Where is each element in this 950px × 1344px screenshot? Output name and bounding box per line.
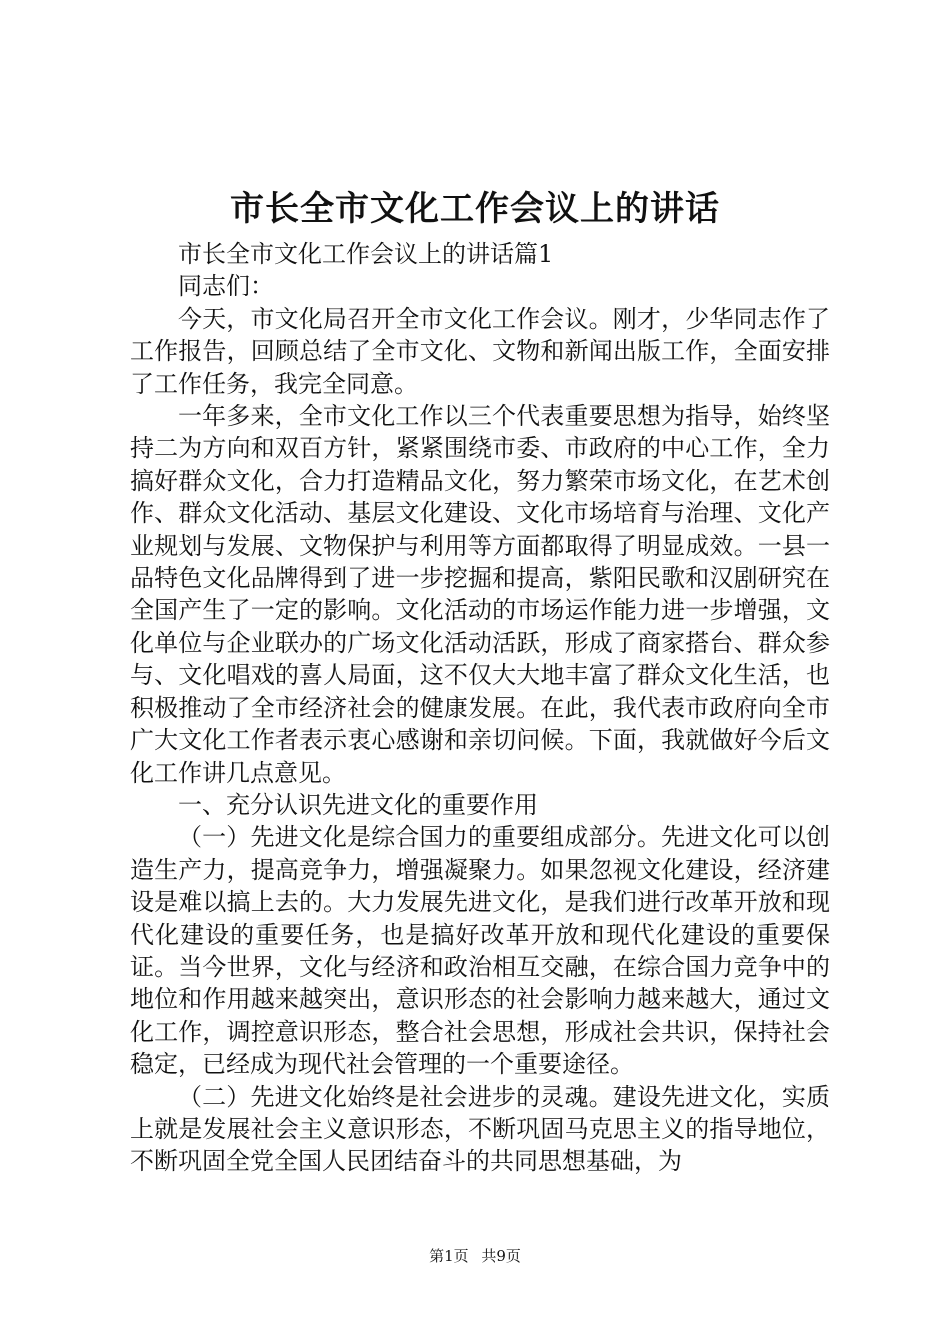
paragraph: 今天，市文化局召开全市文化工作会议。刚才，少华同志作了工作报告，回顾总结了全市文化、文物和新闻出版工作，全面安排了工作任务，我完全同意。 xyxy=(130,304,830,398)
paragraph: （二）先进文化始终是社会进步的灵魂。建设先进文化，实质上就是发展社会主义意识形态，不断巩固马克思主义的指导地位，不断巩固全党全国人民团结奋斗的共同思想基础，为 xyxy=(130,1082,830,1176)
page-number: 第1页 xyxy=(429,1247,469,1265)
page-total: 共9页 xyxy=(481,1247,521,1265)
page-footer xyxy=(0,1246,950,1266)
paragraph: 一年多来，全市文化工作以三个代表重要思想为指导，始终坚持二为方向和双百方针，紧紧围绕市委、市政府的中心工作，全力搞好群众文化，合力打造精品文化，努力繁荣市场文化，在艺术创作、群众文化活动、基层文化建设、文化市场培育与治理、文化产业规划与发展、文物保护与利用等方面都取得了明显成效。一县一品特色文化品牌得到了进一步挖掘和提高，紫阳民歌和汉剧研究在全国产生了一定的影响。文化活动的市场运作能力进一步增强，文化单位与企业联办的广场文化活动活跃，形成了商家搭台、群众参与、文化唱戏的喜人局面，这不仅大大地丰富了群众文化生活，也积极推动了全市经济社会的健康发展。在此，我代表市政府向全市广大文化工作者表示衷心感谢和亲切问候。下面，我就做好今后文化工作讲几点意见。 xyxy=(130,402,830,787)
paragraph: （一）先进文化是综合国力的重要组成部分。先进文化可以创造生产力，提高竞争力，增强凝聚力。如果忽视文化建设，经济建设是难以搞上去的。大力发展先进文化，是我们进行改革开放和现代化建设的重要任务，也是搞好改革开放和现代化建设的重要保证。当今世界，文化与经济和政治相互交融，在综合国力竞争中的地位和作用越来越突出，意识形态的社会影响力越来越大，通过文化工作，调控意识形态，整合社会思想，形成社会共识，保持社会稳定，已经成为现代社会管理的一个重要途径。 xyxy=(130,823,830,1079)
document-body xyxy=(130,238,830,1178)
section-heading-article: 市长全市文化工作会议上的讲话篇1 xyxy=(178,240,554,268)
section-heading: 一、充分认识先进文化的重要作用 xyxy=(178,790,538,819)
document-title: 市长全市文化工作会议上的讲话 xyxy=(230,189,720,229)
salutation: 同志们： xyxy=(178,272,274,301)
